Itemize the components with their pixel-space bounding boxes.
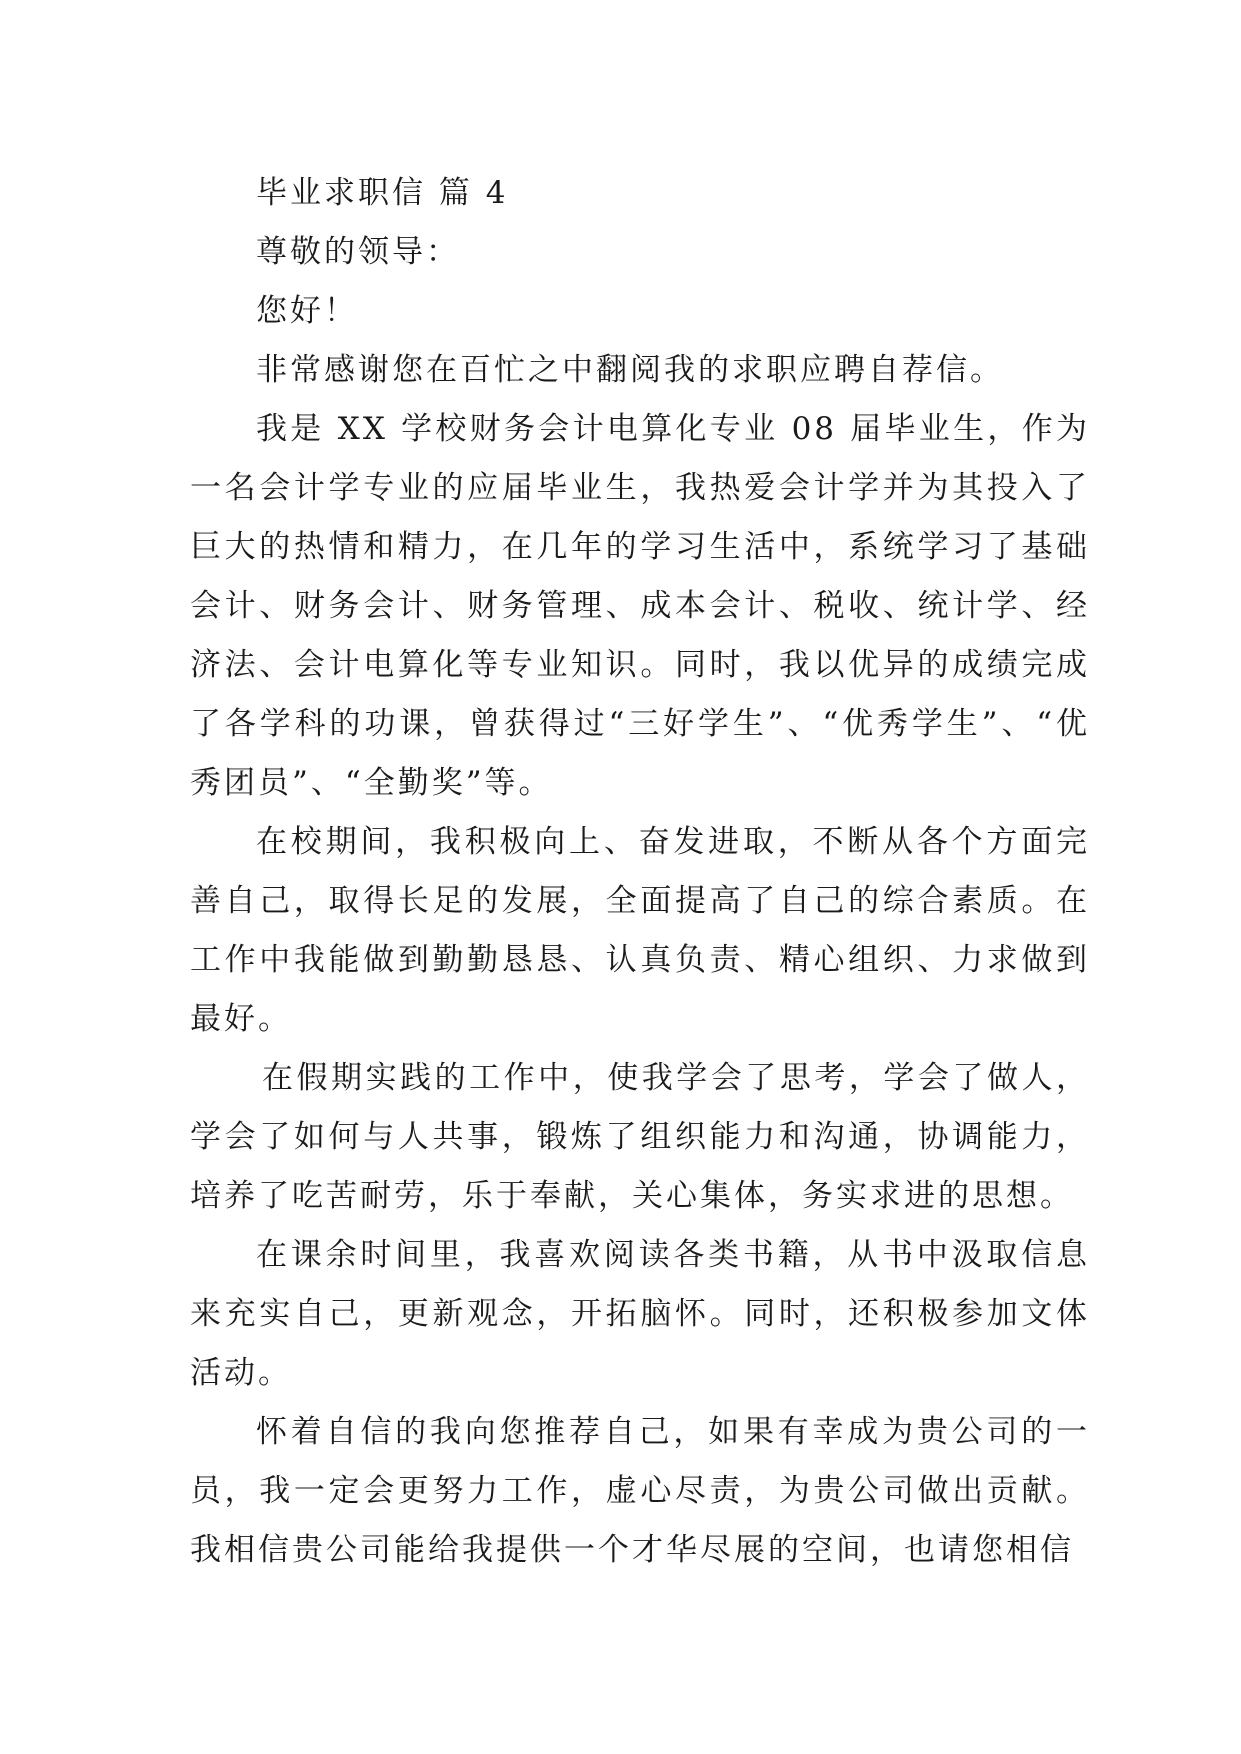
greeting: 您好！ [256,293,358,329]
letter-body [190,164,1090,1580]
salutation: 尊敬的领导： [256,234,460,270]
letter-title: 毕业求职信 篇 4 [256,175,509,211]
paragraph-introduction: 我是 XX 学校财务会计电算化专业 08 届毕业生，作为一名会计学专业的应届毕业生，我热爱会计学并为其投入了巨大的热情和精力，在几年的学习生活中，系统学习了基础会计、财务会计、财务管理、成本会计、税收、统计学、经济法、会计电算化等专业知识。同时，我以优异的成绩完成了各学科的功课，曾获得过“三好学生”、“优秀学生”、“优秀团员”、“全勤奖”等。 [190,411,1090,801]
paragraph-recommendation: 怀着自信的我向您推荐自己，如果有幸成为贵公司的一员，我一定会更努力工作，虚心尽责，为贵公司做出贡献。我相信贵公司能给我提供一个才华尽展的空间，也请您相信 [190,1414,1090,1568]
paragraph-practice: 在假期实践的工作中，使我学会了思考，学会了做人，学会了如何与人共事，锻炼了组织能力和沟通，协调能力，培养了吃苦耐劳，乐于奉献，关心集体，务实求进的思想。 [190,1060,1090,1214]
paragraph-spare-time: 在课余时间里，我喜欢阅读各类书籍，从书中汲取信息来充实自己，更新观念，开拓脑怀。同时，还积极参加文体活动。 [190,1237,1090,1391]
paragraph-school-life: 在校期间，我积极向上、奋发进取，不断从各个方面完善自己，取得长足的发展，全面提高了自己的综合素质。在工作中我能做到勤勤恳恳、认真负责、精心组织、力求做到最好。 [190,824,1090,1037]
paragraph-thanks: 非常感谢您在百忙之中翻阅我的求职应聘自荐信。 [256,352,1004,388]
